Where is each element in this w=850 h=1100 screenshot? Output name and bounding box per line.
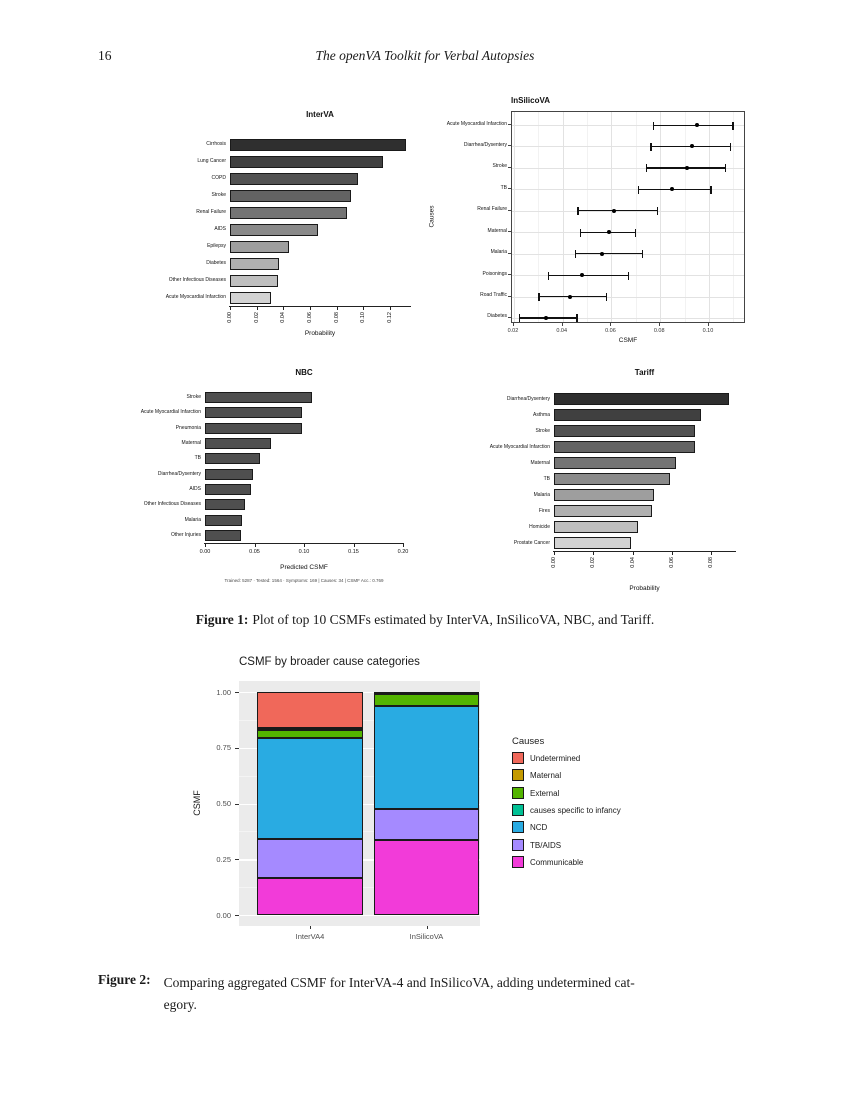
legend-label: NCD [530,823,548,833]
category-label: Road Traffic [480,292,507,299]
running-title: The openVA Toolkit for Verbal Autopsies [315,48,535,63]
figure2-caption-text: Comparing aggregated CSMF for InterVA-4 and InSilicoVA, adding undetermined cat- egory. [163,975,635,1012]
x-axis-tick [711,552,712,555]
gridline-minor [587,112,588,322]
y-axis-tick [508,210,511,211]
bar-segment [374,694,479,706]
x-axis-tick [390,307,391,310]
ci-line [638,189,711,190]
bar [554,505,652,517]
legend-label: Communicable [530,857,584,867]
bar-segment [257,738,363,839]
chart-title: InterVA [306,110,334,119]
x-axis-tick [427,926,428,929]
legend-key [512,769,524,781]
ci-cap [710,186,711,194]
y-axis-tick [235,804,239,805]
bar [554,521,638,533]
category-label: Maternal [487,227,507,234]
x-tick-label: 0.04 [280,312,287,323]
bar [205,469,253,480]
bar [230,173,358,185]
x-tick-label: 0.06 [605,328,616,334]
legend-title: Causes [512,736,545,747]
category-label: Lung Cancer [197,158,226,164]
page-number: 16 [98,48,112,63]
category-label: Other Infectious Diseases [168,277,226,283]
x-axis-tick [403,544,404,547]
category-label: Other Infectious Diseases [143,501,201,508]
category-label: Diarrhea/Dysentery [506,395,550,402]
bar [554,457,676,469]
bar [230,207,347,219]
ci-cap [646,164,647,172]
x-tick-label: 0.08 [708,557,715,568]
chart-title: InSilicoVA [511,96,550,105]
category-label: Maternal [530,459,550,466]
ci-cap [538,293,539,301]
x-axis-tick [659,323,660,326]
ci-cap [653,122,654,130]
x-axis-title: Predicted CSMF [280,564,328,571]
x-tick-label: 0.12 [387,312,393,323]
ci-cap [548,272,549,280]
x-axis-tick [708,323,709,326]
bar-segment [257,728,363,730]
bar [230,241,289,253]
bar-segment [374,809,479,840]
data-point [580,273,584,277]
figure1-nbc-chart [140,358,430,598]
category-label: Homicide [529,523,550,530]
data-point [568,295,572,299]
gridline-major [239,915,480,916]
x-axis-tick [354,544,355,547]
category-label: Fires [538,507,550,514]
bar [554,489,654,501]
x-tick-label: 0.10 [298,549,310,555]
ci-cap [580,229,581,237]
category-label: TB [194,455,201,462]
x-axis-tick [337,307,338,310]
x-axis-tick [230,307,231,310]
bar [205,515,242,526]
category-label: Stroke [211,192,226,198]
figure2-stacked-chart [180,648,740,960]
y-tick-label: 0.75 [216,743,231,753]
category-label: Maternal [181,440,201,447]
x-axis-tick [513,323,514,326]
y-tick-label: 0.25 [216,854,231,864]
category-label: Acute Myocardial Infarction [165,294,226,300]
category-label: Stroke [535,427,550,434]
x-tick-label: 0.08 [333,312,340,323]
ci-line [577,210,657,211]
x-tick-label: InSilicoVA [409,932,444,941]
category-label: Other Injuries [170,531,201,538]
x-tick-label: 0.10 [702,328,714,334]
x-tick-label: 0.10 [360,312,367,323]
x-axis-tick [562,323,563,326]
bar [205,407,302,418]
bar [554,393,729,405]
bar [205,392,312,403]
ci-cap [657,207,658,215]
bar [230,139,406,151]
x-axis-tick [283,307,284,310]
y-axis-title: CSMF [192,789,202,816]
plot-panel [511,111,745,323]
ci-cap [575,250,576,258]
y-axis-tick [508,296,511,297]
x-tick-label: 0.00 [227,312,233,323]
x-axis-title: Probability [304,330,336,337]
x-tick-label: 0.04 [556,328,568,334]
category-label: Poisonings [482,270,507,277]
x-axis-tick [554,552,555,555]
x-tick-label: 0.20 [397,549,409,555]
y-tick-label: 0.50 [216,799,231,808]
x-tick-label: 0.06 [668,557,675,568]
bar-segment [374,692,479,694]
gridline-major [563,112,564,322]
category-label: Renal Failure [477,206,507,213]
category-label: Acute Myocardial Infarction [446,120,507,127]
category-label: Malaria [490,249,507,256]
x-tick-label: 0.06 [307,312,313,323]
category-label: Prostate Cancer [513,539,550,546]
category-label: Pneumonia [175,424,201,431]
y-axis-tick [508,231,511,232]
y-axis-tick [235,859,239,860]
category-label: COPD [211,175,226,181]
bar [554,473,670,485]
y-tick-label: 0.00 [216,910,231,920]
x-axis-tick [672,552,673,555]
y-axis-tick [235,915,239,916]
bar-segment [374,706,479,809]
chart-title: Tariff [634,368,655,377]
figure1-insilicova-chart [420,96,750,350]
ci-line [519,317,578,318]
category-label: Diabetes [487,313,507,320]
ci-cap [635,229,636,237]
x-tick-label: 0.00 [199,549,211,555]
x-tick-label: 0.00 [551,557,557,568]
x-axis-tick [255,544,256,547]
bar [554,441,695,453]
x-tick-label: 0.04 [629,557,636,568]
category-label: AIDS [214,226,226,232]
legend-label: Maternal [530,771,562,781]
x-tick-label: 0.15 [348,549,359,555]
x-tick-label: 0.02 [590,557,597,568]
ci-cap [519,314,520,322]
x-axis-title: CSMF [618,337,638,344]
y-axis-tick [508,253,511,254]
x-axis-tick [610,323,611,326]
gridline-major [611,112,612,322]
chart-title: NBC [295,368,313,377]
bar [230,275,278,287]
x-axis-tick [363,307,364,310]
y-axis-tick [508,124,511,125]
x-tick-label: 0.02 [507,328,519,334]
data-point [670,187,674,191]
figure1-tariff-chart [480,358,750,598]
category-label: Malaria [533,491,550,498]
bar [554,537,631,549]
x-axis-tick [633,552,634,555]
legend-label: External [530,788,560,798]
y-axis-tick [508,317,511,318]
category-label: Cirrhosis [206,141,226,147]
y-axis-tick [508,274,511,275]
category-label: Acute Myocardial Infarction [489,443,550,450]
bar [205,484,251,495]
x-axis-tick [310,307,311,310]
plot-panel [239,681,480,926]
bar [230,258,279,270]
ci-cap [730,143,731,151]
category-label: TB [543,475,550,482]
gridline-major [660,112,661,322]
figure1-caption-label: Figure 1: [195,612,249,627]
gridline-major [709,112,710,322]
category-label: Asthma [533,411,550,418]
bar [205,499,245,510]
bar [554,409,701,421]
figure1-caption-text: Plot of top 10 CSMFs estimated by InterVA, InSilicoVA, NBC, and Tariff. [252,612,655,627]
bar-segment [257,730,363,738]
x-tick-label: InterVA4 [295,932,325,941]
x-axis-tick [304,544,305,547]
y-axis-title: Causes [428,205,436,228]
ci-line [653,125,733,126]
ci-cap [638,186,639,194]
legend-label: Undetermined [530,754,581,763]
category-label: Epilepsy [207,243,226,249]
data-point [685,166,689,170]
ci-cap [725,164,726,172]
category-label: Malaria [184,516,201,523]
figure2-caption-label: Figure 2: [98,972,151,987]
bar-segment [374,840,479,915]
bar-segment [257,839,363,878]
ci-cap [628,272,629,280]
category-label: Renal Failure [196,209,226,215]
data-point [695,123,699,127]
ci-cap [577,207,578,215]
bar-segment [257,692,363,728]
bar [230,156,383,168]
x-axis-tick [205,544,206,547]
bar [230,292,271,304]
bar-segment [257,878,363,915]
figure2-caption [98,972,770,1015]
chart-title: CSMF by broader cause categories [239,656,420,668]
ci-cap [576,314,577,322]
category-label: Acute Myocardial Infarction [140,409,201,416]
ci-cap [650,143,651,151]
bar [554,425,695,437]
ci-line [548,275,628,276]
y-axis-tick [508,145,511,146]
bar [230,190,351,202]
y-axis-tick [235,692,239,693]
legend-label: TB/AIDS [530,840,562,850]
bar [205,438,271,449]
legend-key [512,752,524,764]
y-axis-tick [235,748,239,749]
legend-key [512,856,524,868]
chart-footnote: Trained: 5287 · Tested: 1564 · Symptoms: 169 | Causes: 34 | CSMF Acc.: 0.769 [224,578,384,583]
bar [230,224,318,236]
ci-line [575,253,643,254]
y-axis-tick [508,167,511,168]
bar [205,453,260,464]
ci-line [538,296,606,297]
category-label: TB [500,184,507,191]
legend-key [512,839,524,851]
bar [205,423,302,434]
category-label: Stroke [186,394,201,401]
x-axis-line [553,551,736,552]
category-label: Diarrhea/Dysentery [463,141,507,148]
category-label: Diabetes [206,260,226,266]
x-axis-tick [257,307,258,310]
figure1-caption [0,612,850,628]
data-point [600,252,604,256]
gridline-minor [685,112,686,322]
x-tick-label: 0.05 [249,549,260,555]
category-label: Stroke [492,163,507,170]
y-tick-label: 1.00 [216,687,231,697]
gridline-minor [733,112,734,322]
y-axis-tick [508,188,511,189]
x-tick-label: 0.08 [653,328,665,334]
legend-key [512,787,524,799]
data-point [612,209,616,213]
ci-cap [732,122,733,130]
data-point [607,230,611,234]
gridline-minor [636,112,637,322]
figure1-interva-chart [140,98,430,348]
ci-cap [642,250,643,258]
legend-key [512,804,524,816]
gridline-minor [538,112,539,322]
data-point [544,316,548,320]
ci-cap [606,293,607,301]
legend-label: causes specific to infancy [530,805,621,815]
data-point [690,144,694,148]
category-label: AIDS [189,485,201,492]
x-axis-title: Probability [629,585,660,592]
x-axis-tick [310,926,311,929]
category-label: Diarrhea/Dysentery [157,470,201,477]
x-axis-tick [593,552,594,555]
legend-key [512,821,524,833]
gridline-major [514,112,515,322]
x-tick-label: 0.02 [253,312,260,323]
bar [205,530,241,541]
